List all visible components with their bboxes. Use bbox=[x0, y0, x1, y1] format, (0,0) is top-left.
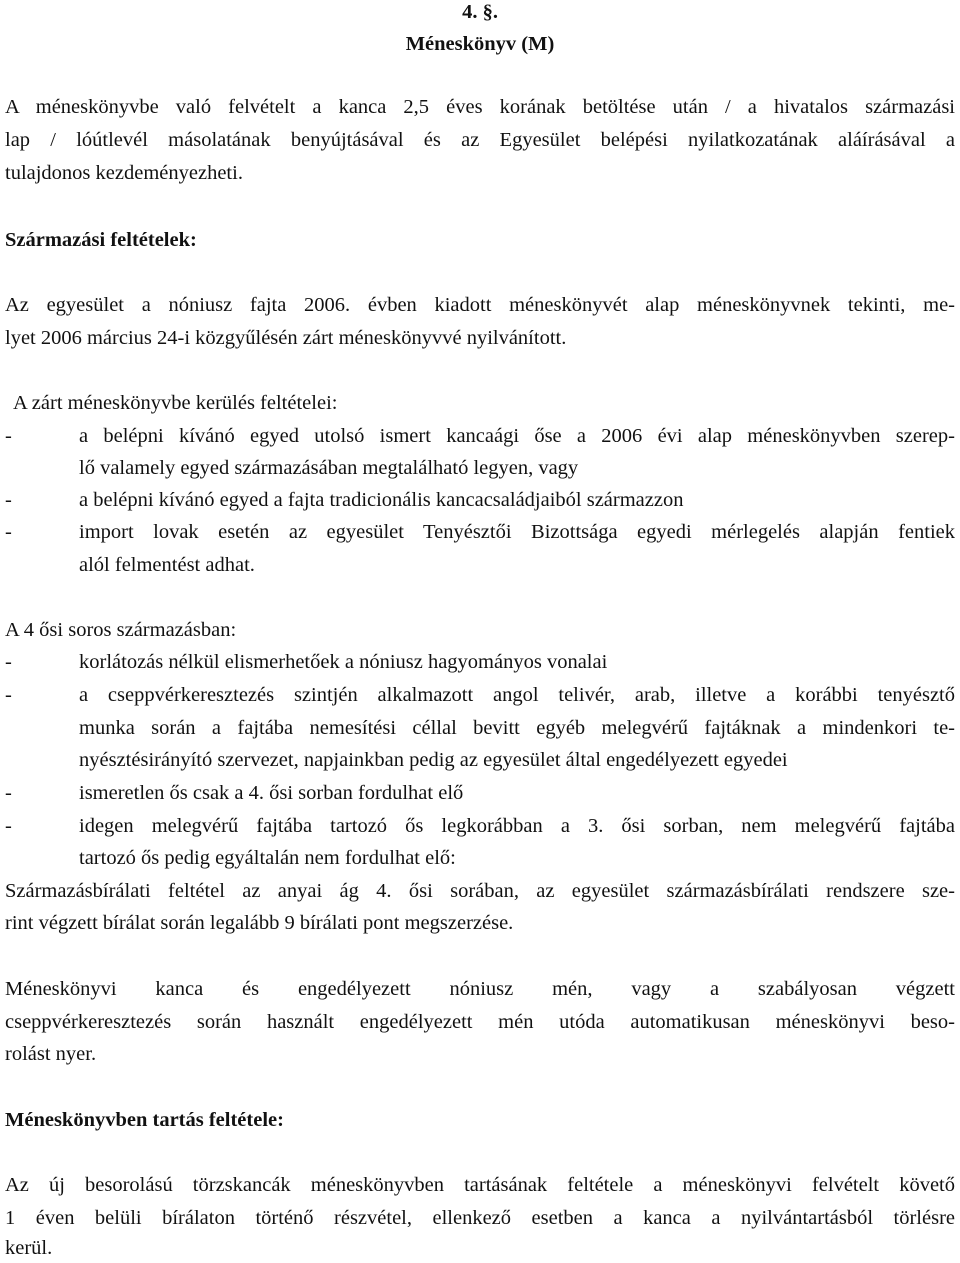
list-item-text: korlátozás nélkül elismerhetőek a nóniusz hagyományos vonalai bbox=[79, 651, 608, 673]
text-line: kerül. bbox=[5, 1237, 53, 1259]
list-item-continuation bbox=[5, 453, 955, 483]
section-heading-origin: Származási feltételek: bbox=[5, 229, 197, 251]
list-item-text: alól felmentést adhat. bbox=[79, 554, 255, 576]
text-line: Méneskönyvi kanca és engedélyezett nóniusz mén, vagy a szabályosan végzett bbox=[5, 978, 955, 1000]
list-item bbox=[5, 811, 955, 841]
list-item-continuation bbox=[5, 713, 955, 743]
list-item-text: ismeretlen ős csak a 4. ősi sorban fordulhat elő bbox=[79, 782, 464, 804]
list-item bbox=[5, 647, 955, 677]
list-marker: - bbox=[5, 489, 12, 511]
text-line: cseppvérkeresztezés során használt engedélyezett mén utóda automatikusan méneskönyvi beso- bbox=[5, 1011, 955, 1033]
page-title: Méneskönyv (M) bbox=[405, 33, 555, 55]
list-marker: - bbox=[5, 425, 12, 447]
list-item bbox=[5, 778, 955, 808]
list-marker: - bbox=[5, 521, 12, 543]
list-item-continuation bbox=[5, 550, 955, 580]
list-item bbox=[5, 680, 955, 710]
list-item bbox=[5, 485, 955, 515]
ancestry-intro: A 4 ősi soros származásban: bbox=[5, 619, 237, 641]
list-item bbox=[5, 421, 955, 451]
list-item-text: a belépni kívánó egyed utolsó ismert kancaági őse a 2006 évi alap méneskönyvben szerep- bbox=[79, 425, 955, 447]
list-item-text: munka során a fajtába nemesítési céllal bevitt egyéb melegvérű fajtáknak a mindenkori te- bbox=[79, 717, 955, 739]
list-item-text: tartozó ős pedig egyáltalán nem fordulhat elő: bbox=[79, 847, 456, 869]
text-line: tulajdonos kezdeményezheti. bbox=[5, 162, 243, 184]
text-line: rint végzett bírálat során legalább 9 bírálati pont megszerzése. bbox=[5, 912, 514, 934]
list-marker: - bbox=[5, 815, 12, 837]
text-line: 1 éven belüli bírálaton történő részvétel, ellenkező esetben a kanca a nyilvántartásból törlésre bbox=[5, 1207, 955, 1229]
text-line: Az egyesület a nóniusz fajta 2006. évben kiadott méneskönyvét alap méneskönyvnek tekinti, me- bbox=[5, 294, 955, 316]
text-line: Az új besorolású törzskancák méneskönyvben tartásának feltétele a méneskönyvi felvételt követő bbox=[5, 1174, 955, 1196]
list-item-text: a belépni kívánó egyed a fajta tradicionális kancacsaládjaiból származzon bbox=[79, 489, 684, 511]
list-item-text: lő valamely egyed származásában megtalálható legyen, vagy bbox=[79, 457, 579, 479]
list-marker: - bbox=[5, 684, 12, 706]
list-marker: - bbox=[5, 782, 12, 804]
section-heading-retention: Méneskönyvben tartás feltétele: bbox=[5, 1109, 284, 1131]
text-line: Származásbírálati feltétel az anyai ág 4. ősi sorában, az egyesület származásbírálati rendszere sze- bbox=[5, 880, 955, 902]
section-number: 4. §. bbox=[462, 1, 498, 23]
closed-book-intro: A zárt méneskönyvbe kerülés feltételei: bbox=[13, 392, 338, 414]
text-line: lyet 2006 március 24-i közgyűlésén zárt méneskönyvvé nyilvánított. bbox=[5, 327, 567, 349]
list-item bbox=[5, 517, 955, 547]
list-item-text: idegen melegvérű fajtába tartozó ős legkorábban a 3. ősi sorban, nem melegvérű fajtába bbox=[79, 815, 955, 837]
text-line: rolást nyer. bbox=[5, 1043, 97, 1065]
text-line: A méneskönyvbe való felvételt a kanca 2,5 éves korának betöltése után / a hivatalos származási bbox=[5, 96, 955, 118]
list-item-text: import lovak esetén az egyesület Tenyésztői Bizottsága egyedi mérlegelés alapján fentiek bbox=[79, 521, 955, 543]
text-line: lap / lóútlevél másolatának benyújtásával és az Egyesület belépési nyilatkozatának aláírásával a bbox=[5, 129, 955, 151]
list-marker: - bbox=[5, 651, 12, 673]
list-item-continuation bbox=[5, 843, 955, 873]
list-item-continuation bbox=[5, 745, 955, 775]
list-item-text: nyésztésirányító szervezet, napjainkban pedig az egyesület által engedélyezett egyedei bbox=[79, 749, 788, 771]
list-item-text: a cseppvérkeresztezés szintjén alkalmazott angol telivér, arab, illetve a korábbi tenyésztő bbox=[79, 684, 955, 706]
